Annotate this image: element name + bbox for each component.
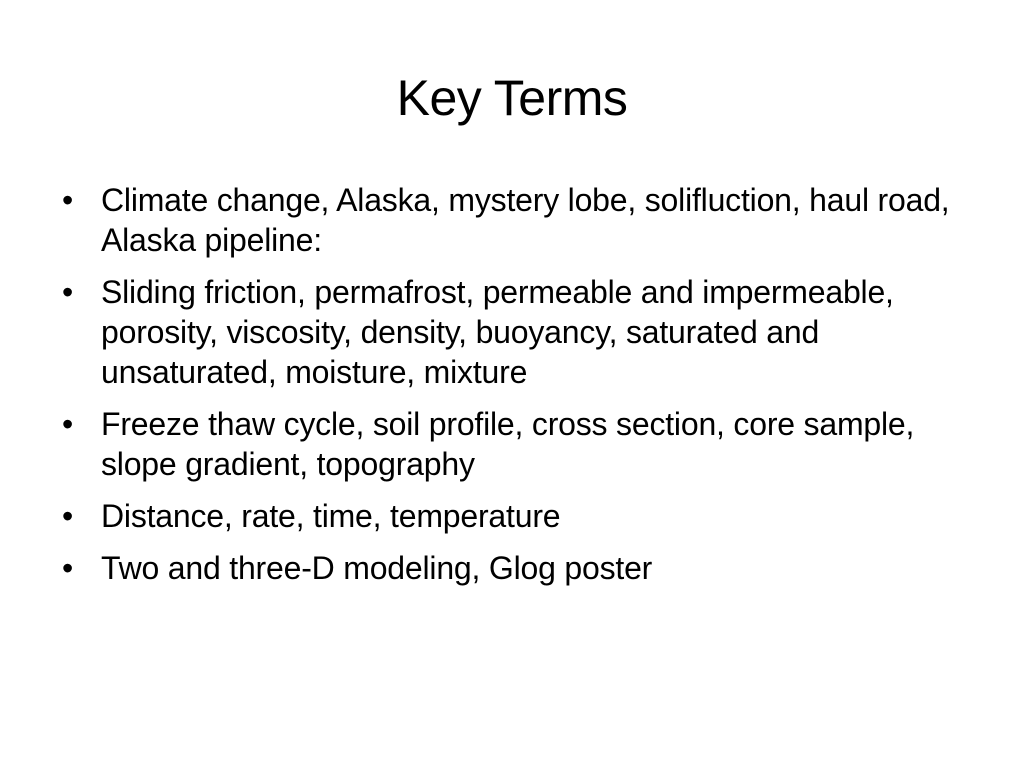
bullet-item bbox=[62, 404, 982, 484]
bullet-item bbox=[62, 496, 982, 536]
slide-title: Key Terms bbox=[396, 70, 628, 126]
bullet-icon: • bbox=[62, 274, 74, 310]
bullet-icon: • bbox=[62, 550, 74, 586]
bullet-item bbox=[62, 548, 982, 588]
bullet-text: Sliding friction, permafrost, permeable and impermeable, porosity, viscosity, density, buoyancy, saturated and unsaturated, moisture, mixture bbox=[101, 274, 894, 390]
bullet-icon: • bbox=[62, 182, 74, 218]
bullet-text: Climate change, Alaska, mystery lobe, solifluction, haul road, Alaska pipeline: bbox=[101, 182, 950, 258]
bullet-item bbox=[62, 180, 982, 260]
bullet-list bbox=[62, 180, 982, 600]
bullet-icon: • bbox=[62, 406, 74, 442]
bullet-text: Two and three-D modeling, Glog poster bbox=[101, 550, 653, 586]
bullet-text: Distance, rate, time, temperature bbox=[101, 498, 561, 534]
bullet-icon: • bbox=[62, 498, 74, 534]
bullet-item bbox=[62, 272, 982, 392]
bullet-text: Freeze thaw cycle, soil profile, cross section, core sample, slope gradient, topography bbox=[101, 406, 915, 482]
